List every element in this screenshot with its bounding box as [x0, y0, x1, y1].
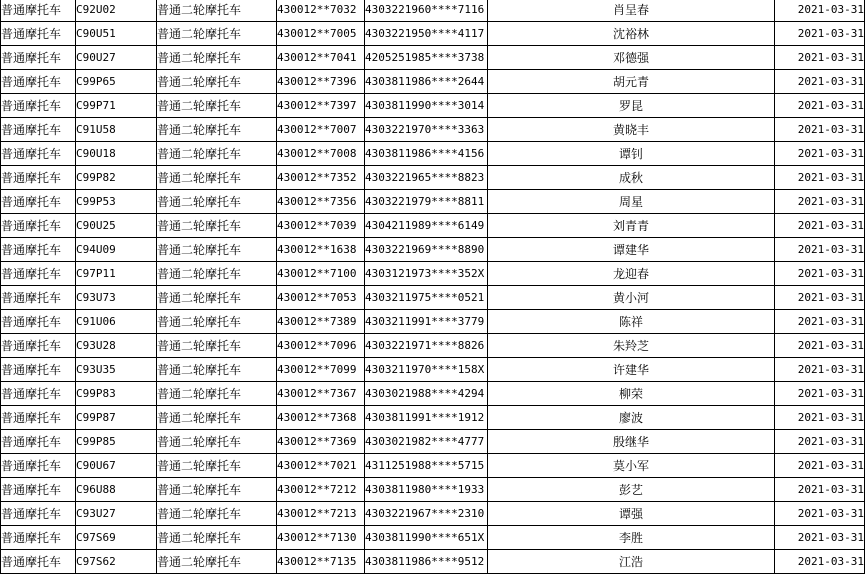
date-cell: 2021-03-31	[775, 310, 865, 334]
owner-name-cell: 肖呈春	[488, 0, 775, 22]
plate-cell: C90U27	[76, 46, 157, 70]
table-row	[1, 382, 865, 406]
vin-cell: 430012**7021	[277, 454, 365, 478]
vin-cell: 430012**7053	[277, 286, 365, 310]
id-number-cell: 4303221979****8811	[365, 190, 488, 214]
table-row	[1, 454, 865, 478]
owner-name-cell: 黄晓丰	[488, 118, 775, 142]
date-cell: 2021-03-31	[775, 502, 865, 526]
vin-cell: 430012**7368	[277, 406, 365, 430]
date-cell: 2021-03-31	[775, 406, 865, 430]
id-number-cell: 4303221965****8823	[365, 166, 488, 190]
date-cell: 2021-03-31	[775, 262, 865, 286]
id-number-cell: 4303221950****4117	[365, 22, 488, 46]
owner-name-cell: 谭建华	[488, 238, 775, 262]
owner-name-cell: 成秋	[488, 166, 775, 190]
owner-name-cell: 殷继华	[488, 430, 775, 454]
plate-cell: C90U25	[76, 214, 157, 238]
table-row	[1, 70, 865, 94]
category-cell: 普通摩托车	[1, 334, 76, 358]
date-cell: 2021-03-31	[775, 46, 865, 70]
table-row	[1, 310, 865, 334]
date-cell: 2021-03-31	[775, 214, 865, 238]
vehicle-type-cell: 普通二轮摩托车	[157, 430, 277, 454]
id-number-cell: 4303021982****4777	[365, 430, 488, 454]
date-cell: 2021-03-31	[775, 430, 865, 454]
date-cell: 2021-03-31	[775, 190, 865, 214]
vin-cell: 430012**7212	[277, 478, 365, 502]
vehicle-type-cell: 普通二轮摩托车	[157, 94, 277, 118]
vehicle-type-cell: 普通二轮摩托车	[157, 334, 277, 358]
vin-cell: 430012**7007	[277, 118, 365, 142]
owner-name-cell: 谭强	[488, 502, 775, 526]
id-number-cell: 4303221970****3363	[365, 118, 488, 142]
date-cell: 2021-03-31	[775, 286, 865, 310]
id-number-cell: 4303811986****2644	[365, 70, 488, 94]
table-row	[1, 526, 865, 550]
owner-name-cell: 周星	[488, 190, 775, 214]
vin-cell: 430012**7032	[277, 0, 365, 22]
vin-cell: 430012**7397	[277, 94, 365, 118]
category-cell: 普通摩托车	[1, 382, 76, 406]
category-cell: 普通摩托车	[1, 430, 76, 454]
date-cell: 2021-03-31	[775, 382, 865, 406]
plate-cell: C96U88	[76, 478, 157, 502]
owner-name-cell: 莫小军	[488, 454, 775, 478]
plate-cell: C99P65	[76, 70, 157, 94]
table-row	[1, 118, 865, 142]
table-row	[1, 430, 865, 454]
category-cell: 普通摩托车	[1, 166, 76, 190]
plate-cell: C97S62	[76, 550, 157, 574]
date-cell: 2021-03-31	[775, 526, 865, 550]
id-number-cell: 4303811986****4156	[365, 142, 488, 166]
owner-name-cell: 朱羚芝	[488, 334, 775, 358]
plate-cell: C97P11	[76, 262, 157, 286]
vin-cell: 430012**7369	[277, 430, 365, 454]
vehicle-type-cell: 普通二轮摩托车	[157, 142, 277, 166]
date-cell: 2021-03-31	[775, 142, 865, 166]
id-number-cell: 4205251985****3738	[365, 46, 488, 70]
plate-cell: C93U35	[76, 358, 157, 382]
vin-cell: 430012**7213	[277, 502, 365, 526]
vehicle-type-cell: 普通二轮摩托车	[157, 358, 277, 382]
table-row	[1, 550, 865, 574]
vehicle-type-cell: 普通二轮摩托车	[157, 550, 277, 574]
owner-name-cell: 邓德强	[488, 46, 775, 70]
date-cell: 2021-03-31	[775, 22, 865, 46]
table-row	[1, 262, 865, 286]
category-cell: 普通摩托车	[1, 142, 76, 166]
table-row	[1, 94, 865, 118]
owner-name-cell: 许建华	[488, 358, 775, 382]
vin-cell: 430012**7039	[277, 214, 365, 238]
vin-cell: 430012**7008	[277, 142, 365, 166]
vehicle-type-cell: 普通二轮摩托车	[157, 70, 277, 94]
plate-cell: C92U02	[76, 0, 157, 22]
date-cell: 2021-03-31	[775, 0, 865, 22]
date-cell: 2021-03-31	[775, 358, 865, 382]
id-number-cell: 4304211989****6149	[365, 214, 488, 238]
vin-cell: 430012**7356	[277, 190, 365, 214]
category-cell: 普通摩托车	[1, 526, 76, 550]
date-cell: 2021-03-31	[775, 478, 865, 502]
id-number-cell: 4303221969****8890	[365, 238, 488, 262]
table-row	[1, 502, 865, 526]
plate-cell: C99P87	[76, 406, 157, 430]
date-cell: 2021-03-31	[775, 238, 865, 262]
id-number-cell: 4303211975****0521	[365, 286, 488, 310]
category-cell: 普通摩托车	[1, 94, 76, 118]
date-cell: 2021-03-31	[775, 94, 865, 118]
plate-cell: C90U18	[76, 142, 157, 166]
vehicle-type-cell: 普通二轮摩托车	[157, 0, 277, 22]
vehicle-type-cell: 普通二轮摩托车	[157, 478, 277, 502]
date-cell: 2021-03-31	[775, 166, 865, 190]
table-body	[1, 0, 865, 574]
category-cell: 普通摩托车	[1, 262, 76, 286]
vin-cell: 430012**7130	[277, 526, 365, 550]
vehicle-type-cell: 普通二轮摩托车	[157, 166, 277, 190]
owner-name-cell: 罗昆	[488, 94, 775, 118]
id-number-cell: 4303021988****4294	[365, 382, 488, 406]
category-cell: 普通摩托车	[1, 118, 76, 142]
table-row	[1, 46, 865, 70]
owner-name-cell: 胡元青	[488, 70, 775, 94]
id-number-cell: 4311251988****5715	[365, 454, 488, 478]
category-cell: 普通摩托车	[1, 190, 76, 214]
id-number-cell: 4303221971****8826	[365, 334, 488, 358]
vin-cell: 430012**7100	[277, 262, 365, 286]
plate-cell: C91U06	[76, 310, 157, 334]
vehicle-type-cell: 普通二轮摩托车	[157, 502, 277, 526]
id-number-cell: 4303811990****651X	[365, 526, 488, 550]
vin-cell: 430012**7135	[277, 550, 365, 574]
vehicle-type-cell: 普通二轮摩托车	[157, 454, 277, 478]
category-cell: 普通摩托车	[1, 70, 76, 94]
vehicle-type-cell: 普通二轮摩托车	[157, 526, 277, 550]
plate-cell: C90U51	[76, 22, 157, 46]
id-number-cell: 4303811980****1933	[365, 478, 488, 502]
vin-cell: 430012**7005	[277, 22, 365, 46]
plate-cell: C99P71	[76, 94, 157, 118]
owner-name-cell: 谭钊	[488, 142, 775, 166]
vin-cell: 430012**7396	[277, 70, 365, 94]
category-cell: 普通摩托车	[1, 502, 76, 526]
vin-cell: 430012**7099	[277, 358, 365, 382]
owner-name-cell: 李胜	[488, 526, 775, 550]
plate-cell: C97S69	[76, 526, 157, 550]
id-number-cell: 4303811990****3014	[365, 94, 488, 118]
table-row	[1, 238, 865, 262]
id-number-cell: 4303211991****3779	[365, 310, 488, 334]
vehicle-type-cell: 普通二轮摩托车	[157, 46, 277, 70]
category-cell: 普通摩托车	[1, 238, 76, 262]
owner-name-cell: 刘青青	[488, 214, 775, 238]
owner-name-cell: 彭艺	[488, 478, 775, 502]
category-cell: 普通摩托车	[1, 478, 76, 502]
vehicle-type-cell: 普通二轮摩托车	[157, 22, 277, 46]
category-cell: 普通摩托车	[1, 406, 76, 430]
owner-name-cell: 柳荣	[488, 382, 775, 406]
category-cell: 普通摩托车	[1, 286, 76, 310]
category-cell: 普通摩托车	[1, 46, 76, 70]
table-row	[1, 478, 865, 502]
vin-cell: 430012**7041	[277, 46, 365, 70]
vin-cell: 430012**7096	[277, 334, 365, 358]
id-number-cell: 4303121973****352X	[365, 262, 488, 286]
category-cell: 普通摩托车	[1, 22, 76, 46]
plate-cell: C94U09	[76, 238, 157, 262]
vehicle-type-cell: 普通二轮摩托车	[157, 286, 277, 310]
table-row	[1, 214, 865, 238]
table-row	[1, 334, 865, 358]
table-row	[1, 166, 865, 190]
plate-cell: C90U67	[76, 454, 157, 478]
vehicle-type-cell: 普通二轮摩托车	[157, 238, 277, 262]
category-cell: 普通摩托车	[1, 0, 76, 22]
plate-cell: C93U73	[76, 286, 157, 310]
plate-cell: C99P83	[76, 382, 157, 406]
vin-cell: 430012**7367	[277, 382, 365, 406]
plate-cell: C99P82	[76, 166, 157, 190]
table-row	[1, 286, 865, 310]
category-cell: 普通摩托车	[1, 550, 76, 574]
table-row	[1, 190, 865, 214]
vin-cell: 430012**7389	[277, 310, 365, 334]
id-number-cell: 4303811986****9512	[365, 550, 488, 574]
vin-cell: 430012**7352	[277, 166, 365, 190]
id-number-cell: 4303221960****7116	[365, 0, 488, 22]
category-cell: 普通摩托车	[1, 214, 76, 238]
owner-name-cell: 黄小河	[488, 286, 775, 310]
id-number-cell: 4303221967****2310	[365, 502, 488, 526]
vehicle-type-cell: 普通二轮摩托车	[157, 310, 277, 334]
owner-name-cell: 龙迎春	[488, 262, 775, 286]
date-cell: 2021-03-31	[775, 550, 865, 574]
vehicle-type-cell: 普通二轮摩托车	[157, 214, 277, 238]
owner-name-cell: 沈裕林	[488, 22, 775, 46]
plate-cell: C93U27	[76, 502, 157, 526]
table-row	[1, 142, 865, 166]
vin-cell: 430012**1638	[277, 238, 365, 262]
owner-name-cell: 廖波	[488, 406, 775, 430]
id-number-cell: 4303811991****1912	[365, 406, 488, 430]
table-row	[1, 22, 865, 46]
table-row	[1, 358, 865, 382]
owner-name-cell: 江浩	[488, 550, 775, 574]
id-number-cell: 4303211970****158X	[365, 358, 488, 382]
vehicle-type-cell: 普通二轮摩托车	[157, 406, 277, 430]
plate-cell: C91U58	[76, 118, 157, 142]
category-cell: 普通摩托车	[1, 454, 76, 478]
table-row	[1, 406, 865, 430]
vehicle-type-cell: 普通二轮摩托车	[157, 382, 277, 406]
date-cell: 2021-03-31	[775, 334, 865, 358]
table-row	[1, 0, 865, 22]
category-cell: 普通摩托车	[1, 358, 76, 382]
plate-cell: C99P53	[76, 190, 157, 214]
vehicle-type-cell: 普通二轮摩托车	[157, 118, 277, 142]
date-cell: 2021-03-31	[775, 118, 865, 142]
date-cell: 2021-03-31	[775, 70, 865, 94]
owner-name-cell: 陈祥	[488, 310, 775, 334]
plate-cell: C93U28	[76, 334, 157, 358]
plate-cell: C99P85	[76, 430, 157, 454]
vehicle-type-cell: 普通二轮摩托车	[157, 262, 277, 286]
category-cell: 普通摩托车	[1, 310, 76, 334]
date-cell: 2021-03-31	[775, 454, 865, 478]
vehicle-type-cell: 普通二轮摩托车	[157, 190, 277, 214]
